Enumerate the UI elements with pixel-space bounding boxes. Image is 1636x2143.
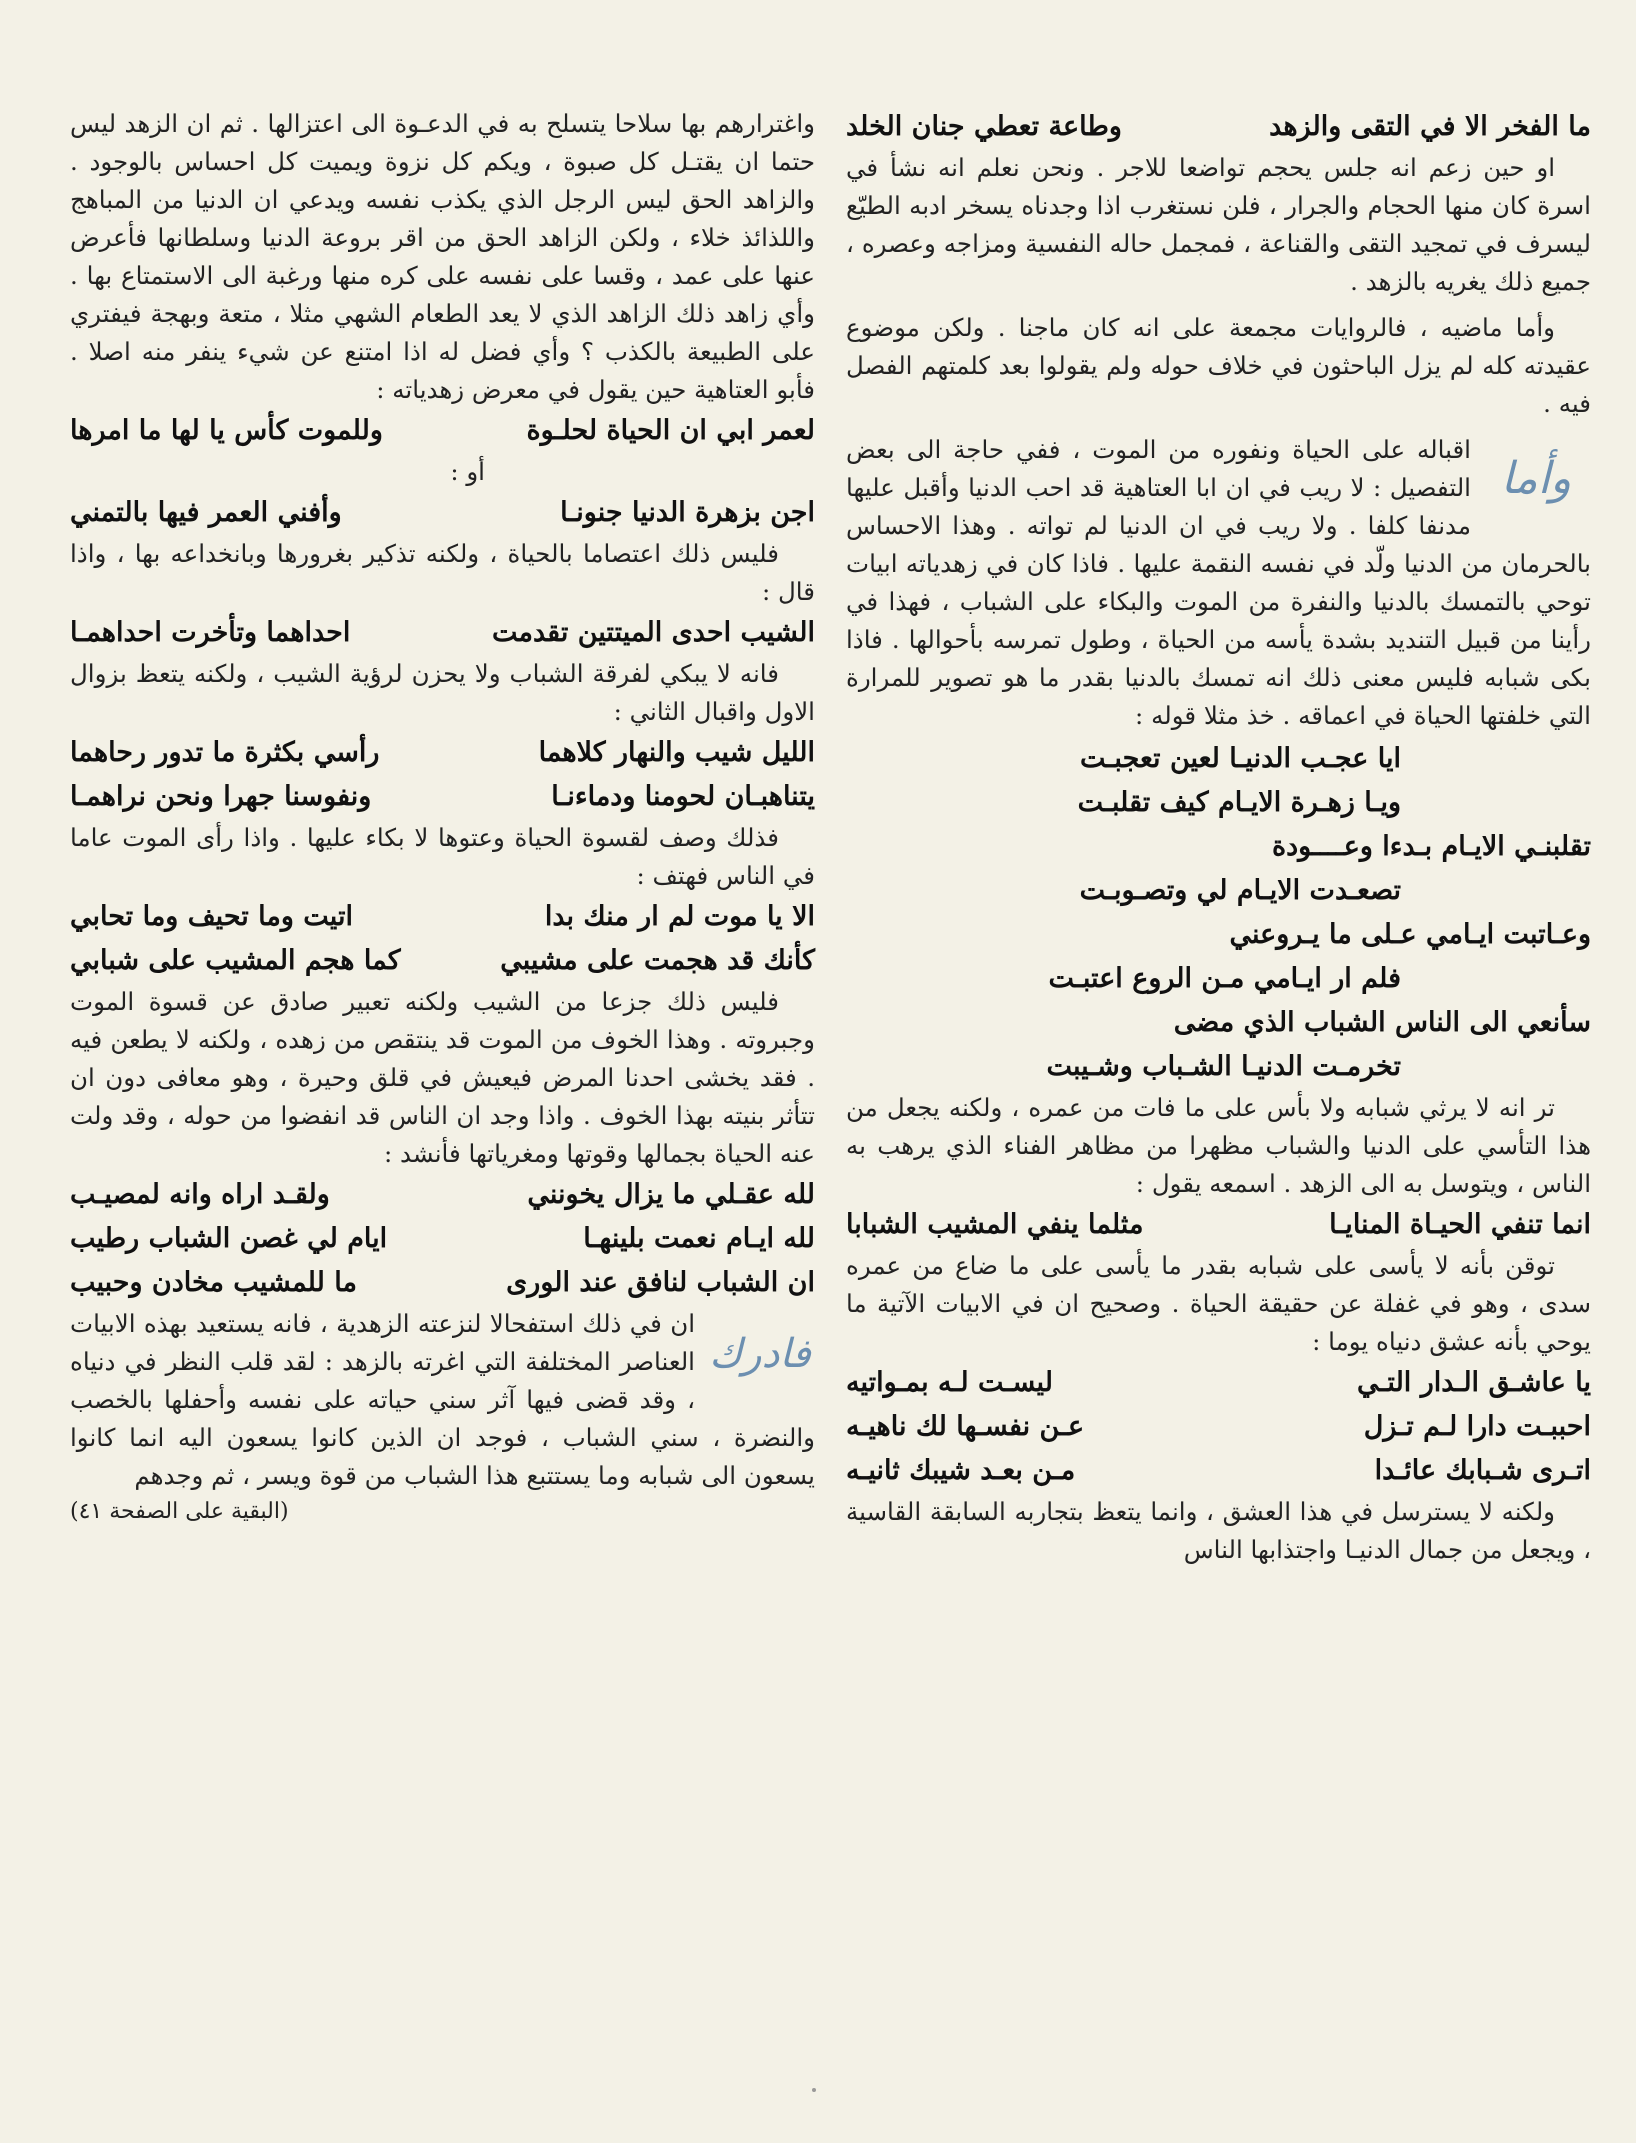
verse-line: كأنك قد هجمت على مشيبي كما هجم المشيب على شبابي — [70, 945, 815, 976]
page-mark — [812, 2088, 816, 2092]
decorative-drop-word — [1481, 431, 1591, 523]
verse-line: ان الشباب لنافق عند الورى ما للمشيب مخادن وحبيب — [70, 1267, 815, 1298]
poem — [846, 737, 1591, 1089]
continuation-note: (البقية على الصفحة ٤١) — [70, 1499, 289, 1524]
paragraph: واغترارهم بها سلاحا يتسلح به في الدعـوة الى اعتزالها . ثم ان الزهد ليس حتما ان يقتـل كل صبوة ، ويكم كل نزوة ويميت كل احساس بالوجود . والزاهد الحق ليس الرجل الذي يكذب نفسه ويدعي ان الدنيا من المباهج واللذائذ خلاء ، ولكن الزاهد الحق من اقر بروعة الدنيا وسلطانها فأعرض عنها على عمد ، وقسا على نفسه على كره منها ورغبة الى الاستمتاع بها . وأي زاهد ذلك الزاهد الذي لا يعد الطعام الشهي مثلا ، متعة وبهجة فيفتري على الطبيعة بالكذب ؟ وأي فضل له اذا امتنع عن شيء ينفر منه اصلا . فأبو العتاهية حين يقول في معرض زهدياته : — [70, 109, 815, 404]
paragraph: فادرك ان في ذلك استفحالا لنزعته الزهدية ، فانه يستعيد بهذه الابيات العناصر المختلفة التي اغرته بالزهد : لقد قلب النظر في دنياه ، وقد قضى فيها آثر سني حياته على نفسه وأحفلها بالخصب والنضرة ، سني الشباب ، فوجد ان الذين كانوا يسعون اليه انما كانوا يسعون الى شبابه وما يستتبع هذا الشباب من قوة ويسر ، ثم وجدهم — [70, 1305, 815, 1495]
paragraph: تر انه لا يرثي شبابه ولا بأس على ما فات من عمره ، ولكنه يجعل من هذا التأسي على الدنيا والشباب مظهرا من مظاهر الفناء الذي يرهب به الناس ، ويتوسل به الى الزهد . اسمعه يقول : — [846, 1093, 1591, 1198]
poem — [70, 1173, 815, 1305]
verse-line: ما الفخر الا في التقى والزهد وطاعة تعطي جنان الخلد — [846, 111, 1591, 142]
poem — [70, 731, 815, 819]
svg-text:وأما: وأما — [1500, 453, 1572, 504]
verse-line: فلم ار ايـامي مـن الروع اعتبـت — [1048, 963, 1401, 994]
paragraph: فليس ذلك جزعا من الشيب ولكنه تعبير صادق عن قسوة الموت وجبروته . وهذا الخوف من الموت قد ينتقص من زهده ، ولكنه لا يطعن فيه . فقد يخشى احدنا المرض فيعيش في قلق وحيرة ، وهو معافى دون ان تتأثر بنيته بهذا الخوف . واذا وجد ان الناس قد انفضوا من حوله ، وقد ولت عنه الحياة بجمالها وقوتها ومغرياتها فأنشد : — [70, 987, 815, 1168]
verse-line: لله ايـام نعمت بلينهـا ايام لي غصن الشباب رطيب — [70, 1223, 815, 1254]
verse-line: سأنعي الى الناس الشباب الذي مضى — [1173, 1007, 1591, 1038]
verse-line: تصعـدت الايـام لي وتصـوبـت — [1079, 875, 1401, 906]
paragraph: وأما اقباله على الحياة ونفوره من الموت ، ففي حاجة الى بعض التفصيل : لا ريب في ان ابا العتاهية قد احب الدنيا وأقبل عليها مدنفا كلفا . ولا ريب في ان الدنيا لم تواته . وهذا الاحساس بالحرمان من الدنيا ولّد في نفسه النقمة عليها . فاذا كان في زهدياته ابيات توحي بالتمسك بالدنيا والنفرة من الموت والبكاء على الشباب ، فهذا في رأينا من قبيل التنديد بشدة يأسه من الحياة ، وطول تمرسه بأحوالها . فاذا بكى شبابه فليس معنى ذلك انه تمسك بالدنيا بقدر ما هو تصوير للمرارة التي خلفتها الحياة في اعماقه . خذ مثلا قوله : — [846, 431, 1591, 735]
verse-line: وعـاتبت ايـامي عـلى ما يـروعني — [1229, 919, 1591, 950]
verse-line: تقلبنـي الايـام بـدءا وعــــودة — [1272, 831, 1591, 862]
verse-line: تخرمـت الدنيـا الشـباب وشـيبت — [1046, 1051, 1401, 1082]
verse-line: اتـرى شـبابك عائـدا مـن بعـد شيبك ثانيـه — [846, 1455, 1591, 1486]
paragraph: أو : — [450, 457, 485, 486]
paragraph: فانه لا يبكي لفرقة الشباب ولا يحزن لرؤية الشيب ، ولكنه يتعظ بزوال الاول واقبال الثاني : — [70, 659, 815, 726]
verse-line: اجن بزهرة الدنيا جنونـا وأفني العمر فيها بالتمني — [70, 497, 815, 528]
verse-line: احببـت دارا لـم تـزل عـن نفسـها لك ناهيـه — [846, 1411, 1591, 1442]
paragraph: ولكنه لا يسترسل في هذا العشق ، وانما يتعظ بتجاربه السابقة القاسية ، ويجعل من جمال الدنيـا واجتذابها الناس — [846, 1497, 1591, 1564]
verse-line: يتناهبـان لحومنا ودماءنـا ونفوسنا جهرا ونحن نراهمـا — [70, 781, 815, 812]
left-column — [70, 105, 815, 1529]
verse-line: الليل شيب والنهار كلاهما رأسي بكثرة ما تدور رحاهما — [70, 737, 815, 768]
right-column — [846, 105, 1591, 1569]
verse-line: ايا عجـب الدنيـا لعين تعجبـت — [1080, 743, 1401, 774]
paragraph: فذلك وصف لقسوة الحياة وعتوها لا بكاء عليها . واذا رأى الموت عاما في الناس فهتف : — [70, 823, 815, 890]
decorative-drop-word — [705, 1305, 815, 1397]
verse-line: ويـا زهـرة الايـام كيف تقلبـت — [1077, 787, 1401, 818]
verse-line: الشيب احدى الميتتين تقدمت احداهما وتأخرت احداهمـا — [70, 617, 815, 648]
paragraph: فليس ذلك اعتصاما بالحياة ، ولكنه تذكير بغرورها وبانخداعه بها ، واذا قال : — [70, 539, 815, 606]
verse-line: انما تنفي الحيـاة المنايـا مثلما ينفي المشيب الشبابا — [846, 1209, 1591, 1240]
verse-line: لله عقـلي ما يزال يخونني ولقـد اراه وانه لمصيـب — [70, 1179, 815, 1210]
verse-line: يا عاشـق الـدار التـي ليسـت لـه بمـواتيه — [846, 1367, 1591, 1398]
poem — [70, 895, 815, 983]
verse-line: لعمر ابي ان الحياة لحلـوة وللموت كأس يا لها ما امرها — [70, 415, 815, 446]
paragraph: توقن بأنه لا يأسى على شبابه بقدر ما يأسى على ما ضاع من عمره سدى ، وهو في غفلة عن حقيقة الحياة . وصحيح ان في الابيات الآتية ما يوحي بأنه عشق دنياه يوما : — [846, 1251, 1591, 1356]
verse-line: الا يا موت لم ار منك بدا اتيت وما تحيف وما تحابي — [70, 901, 815, 932]
paragraph: وأما ماضيه ، فالروايات مجمعة على انه كان ماجنا . ولكن موضوع عقيدته كله لم يزل الباحثون في خلاف حوله ولم يقولوا بعد كلمتهم الفصل فيه . — [846, 313, 1591, 418]
svg-text:فادرك: فادرك — [709, 1331, 811, 1377]
paragraph: او حين زعم انه جلس يحجم تواضعا للاجر . ونحن نعلم انه نشأ في اسرة كان منها الحجام والجرار ، فلن نستغرب اذا وجدناه يسخر ادبه الطيّع ليسرف في تمجيد التقى والقناعة ، فمجمل حاله النفسية ومزاجه وعصره ، جميع ذلك يغريه بالزهد . — [846, 153, 1591, 296]
poem — [846, 1361, 1591, 1493]
